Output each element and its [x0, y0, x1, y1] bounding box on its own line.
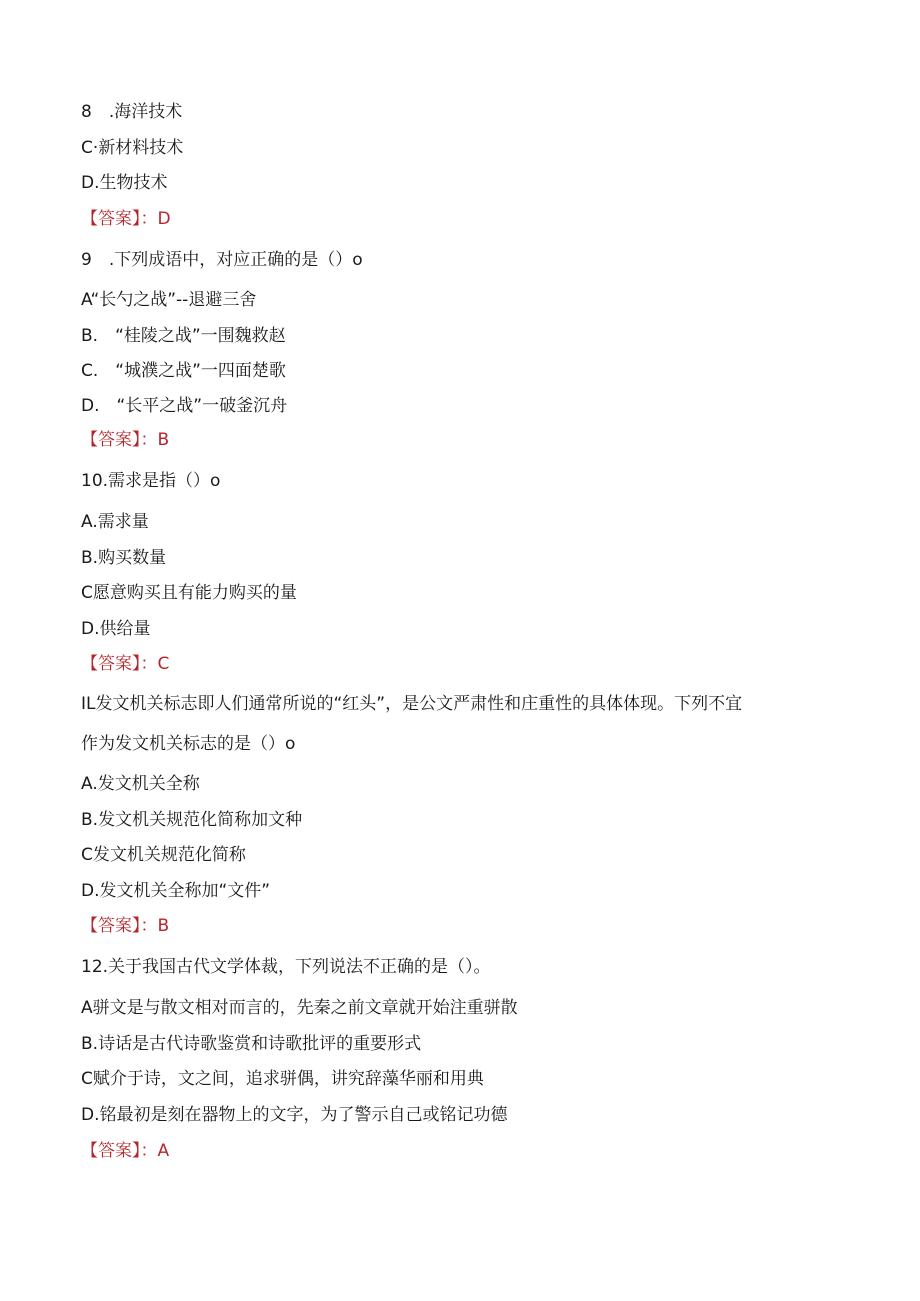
q12-question: 12.关于我国古代文学体裁，下列说法不正确的是（）。 — [81, 957, 491, 977]
q10-option-a: A.需求量 — [81, 512, 149, 532]
q8-option-d: D.生物技术 — [81, 173, 168, 193]
q9-question: 9 .下列成语中，对应正确的是（）o — [81, 250, 363, 270]
q11-option-a: A.发文机关全称 — [81, 774, 200, 794]
q8-answer: 【答案】：D — [81, 209, 171, 229]
q11-question-line2: 作为发文机关标志的是（）o — [81, 734, 296, 754]
q11-option-b: B.发文机关规范化简称加文种 — [81, 810, 303, 830]
q10-option-c: C愿意购买且有能力购买的量 — [81, 583, 297, 603]
q8-option-b: 8 .海洋技术 — [81, 102, 183, 122]
q11-question-line1: IL发文机关标志即人们通常所说的“红头”，是公文严肃性和庄重性的具体体现。下列不宜 — [81, 694, 743, 714]
q12-option-a: A骈文是与散文相对而言的，先秦之前文章就开始注重骈散 — [81, 998, 518, 1018]
q10-answer: 【答案】：C — [81, 654, 170, 674]
q9-option-c: C. “城濮之战”一四面楚歌 — [81, 361, 286, 381]
q9-option-a: A“长勺之战”--退避三舍 — [81, 290, 257, 310]
q9-option-d: D. “长平之战”一破釜沉舟 — [81, 396, 288, 416]
q11-option-c: C发文机关规范化简称 — [81, 845, 246, 865]
q9-option-b: B. “桂陵之战”一围魏救赵 — [81, 326, 286, 346]
q8-option-c: C·新材料技术 — [81, 138, 184, 158]
q12-option-d: D.铭最初是刻在器物上的文字，为了警示自己或铭记功德 — [81, 1105, 508, 1125]
q12-option-b: B.诗话是古代诗歌鉴赏和诗歌批评的重要形式 — [81, 1034, 422, 1054]
q10-option-d: D.供给量 — [81, 619, 151, 639]
q11-answer: 【答案】：B — [81, 916, 170, 936]
q10-question: 10.需求是指（）o — [81, 471, 221, 491]
q9-answer: 【答案】：B — [81, 430, 170, 450]
q12-option-c: C赋介于诗，文之间，追求骈偶，讲究辞藻华丽和用典 — [81, 1069, 484, 1089]
q10-option-b: B.购买数量 — [81, 548, 167, 568]
q11-option-d: D.发文机关全称加“文件” — [81, 881, 271, 901]
q12-answer: 【答案】：A — [81, 1141, 170, 1161]
